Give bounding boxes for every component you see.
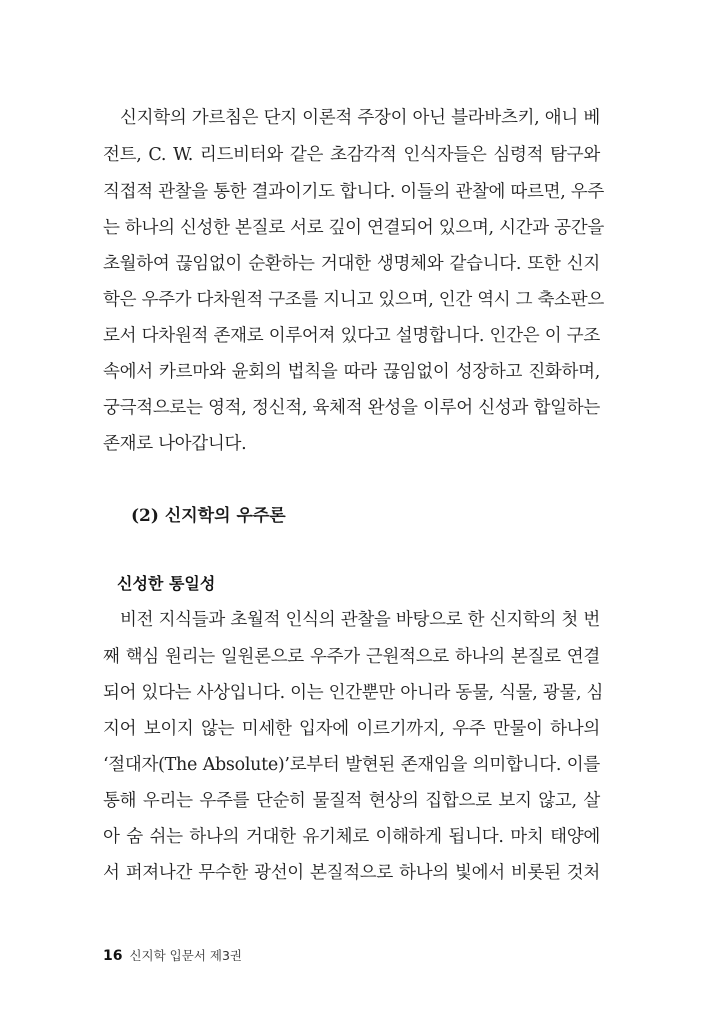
paragraph-line: 통해 우리는 우주를 단순히 물질적 현상의 집합으로 보지 않고, 살 (103, 791, 600, 811)
paragraph-line: 초월하여 끊임없이 순환하는 거대한 생명체와 같습니다. 또한 신지 (103, 254, 600, 274)
paragraph-line: 째 핵심 원리는 일원론으로 우주가 근원적으로 하나의 본질로 연결 (103, 647, 600, 667)
paragraph-line: 는 하나의 신성한 본질로 서로 깊이 연결되어 있으며, 시간과 공간을 (103, 218, 604, 238)
paragraph-line: 속에서 카르마와 윤회의 법칙을 따라 끊임없이 성장하고 진화하며, (103, 362, 600, 382)
paragraph-line: 비전 지식들과 초월적 인식의 관찰을 바탕으로 한 신지학의 첫 번 (120, 610, 600, 630)
paragraph-line: 지어 보이지 않는 미세한 입자에 이르기까지, 우주 만물이 하나의 (103, 719, 600, 739)
page-footer (103, 946, 242, 966)
sub-heading: 신성한 통일성 (117, 574, 216, 593)
paragraph-line: 로서 다차원적 존재로 이루어져 있다고 설명합니다. 인간은 이 구조 (103, 326, 600, 346)
paragraph-line: 되어 있다는 사상입니다. 이는 인간뿐만 아니라 동물, 식물, 광물, 심 (103, 683, 604, 703)
section-heading: (2) 신지학의 우주론 (131, 506, 286, 526)
paragraph-line: 아 숨 쉬는 하나의 거대한 유기체로 이해하게 됩니다. 마치 태양에 (103, 827, 600, 847)
paragraph-line: ‘절대자(The Absolute)’로부터 발현된 존재임을 의미합니다. 이를 (103, 755, 600, 775)
paragraph-line: 서 퍼져나간 무수한 광선이 본질적으로 하나의 빛에서 비롯된 것처 (103, 863, 600, 883)
page-number: 16 (103, 948, 123, 964)
paragraph-line: 신지학의 가르침은 단지 이론적 주장이 아닌 블라바츠키, 애니 베 (120, 108, 600, 128)
paragraph-line: 궁극적으로는 영적, 정신적, 육체적 완성을 이루어 신성과 합일하는 (103, 398, 600, 418)
paragraph-line: 직접적 관찰을 통한 결과이기도 합니다. 이들의 관찰에 따르면, 우주 (103, 182, 604, 202)
book-title: 신지학 입문서 제3권 (129, 948, 242, 963)
paragraph-line: 존재로 나아갑니다. (103, 434, 247, 454)
paragraph-line: 전트, C. W. 리드비터와 같은 초감각적 인식자들은 심령적 탐구와 (103, 145, 600, 165)
paragraph-line: 학은 우주가 다차원적 구조를 지니고 있으며, 인간 역시 그 축소판으 (103, 290, 604, 310)
